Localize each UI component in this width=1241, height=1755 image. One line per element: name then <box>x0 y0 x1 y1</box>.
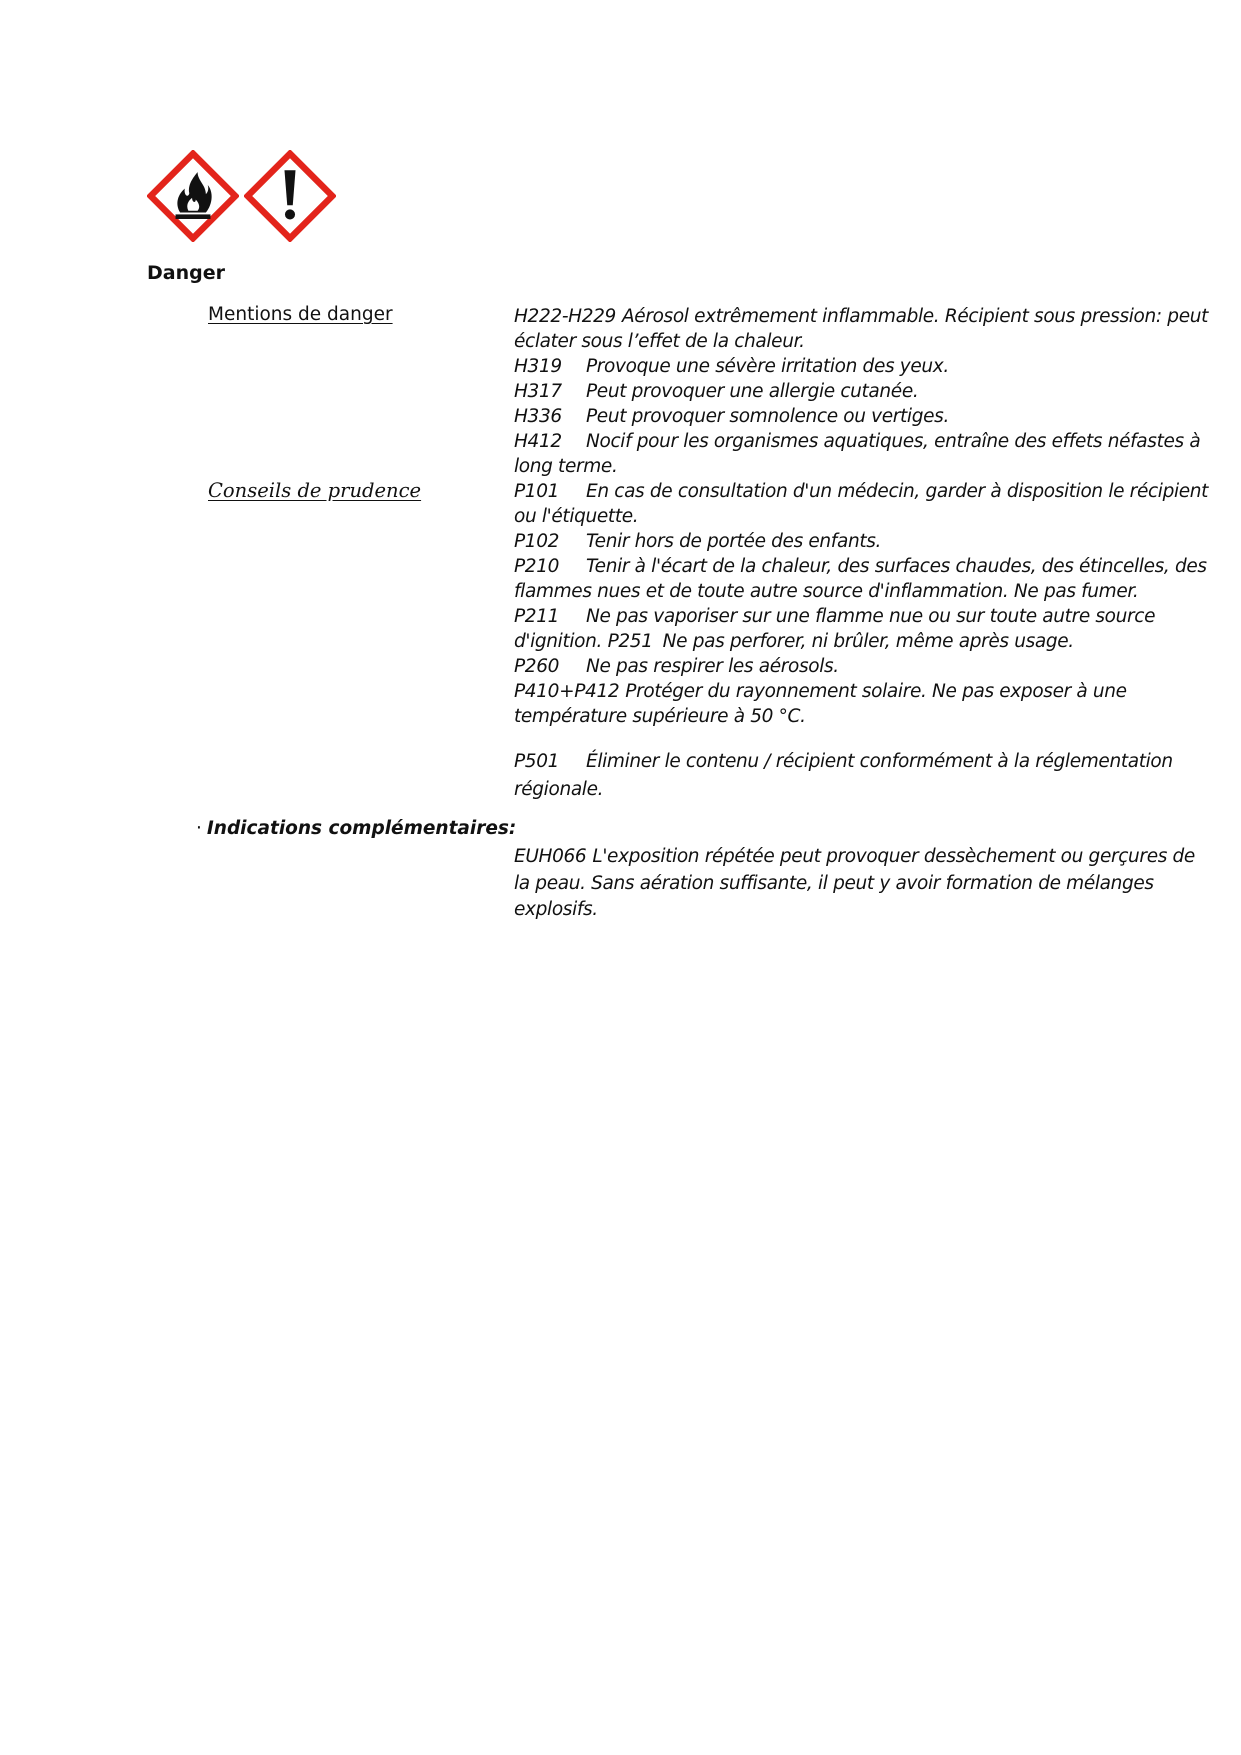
hazard-statement: H317 Peut provoquer une allergie cutanée. <box>514 381 919 402</box>
hazard-statement: H319 Provoque une sévère irritation des yeux. <box>514 356 949 377</box>
precautionary-statement: P410+P412 Protéger du rayonnement solaire. Ne pas exposer à une température supérieure à 50 °C. <box>514 681 1127 727</box>
supplementary-info-label: · Indications complémentaires: <box>196 818 517 839</box>
precautionary-statement: P260 Ne pas respirer les aérosols. <box>514 656 839 677</box>
precautionary-statement: P101 En cas de consultation d'un médecin, garder à disposition le récipient ou l'étiquette. <box>514 481 1209 527</box>
hazard-statement: H336 Peut provoquer somnolence ou vertiges. <box>514 406 949 427</box>
precautionary-statement: P501 Éliminer le contenu / récipient conformément à la réglementation régionale. <box>514 751 1173 800</box>
hazard-statement: H222-H229 Aérosol extrêmement inflammable. Récipient sous pression: peut éclater sous l’effet de la chaleur. <box>514 306 1209 352</box>
supplementary-statement: EUH066 L'exposition répétée peut provoquer dessèchement ou gerçures de la peau. Sans aération suffisante, il peut y avoir formation de mélanges explosifs. <box>514 846 1195 920</box>
signal-word: Danger <box>147 262 225 284</box>
precautionary-statement: P210 Tenir à l'écart de la chaleur, des surfaces chaudes, des étincelles, des flammes nues et de toute autre source d'inflammation. Ne pas fumer. <box>514 556 1207 602</box>
supplementary-info <box>514 844 1214 924</box>
precautionary-statement: P102 Tenir hors de portée des enfants. <box>514 531 882 552</box>
disposal-statement <box>514 748 1214 804</box>
precautionary-statement: P211 Ne pas vaporiser sur une flamme nue ou sur toute autre source d'ignition. P251 Ne pas perforer, ni brûler, même après usage. <box>514 606 1156 652</box>
ghs02-flame-icon <box>147 150 239 242</box>
precautionary-statements <box>514 479 1214 729</box>
precautionary-statements-label: Conseils de prudence <box>208 479 422 502</box>
hazard-statements <box>514 304 1214 479</box>
ghs07-exclamation-icon <box>244 150 336 242</box>
hazard-statements-label: Mentions de danger <box>208 304 393 325</box>
hazard-statement: H412 Nocif pour les organismes aquatiques, entraîne des effets néfastes à long terme. <box>514 431 1201 477</box>
